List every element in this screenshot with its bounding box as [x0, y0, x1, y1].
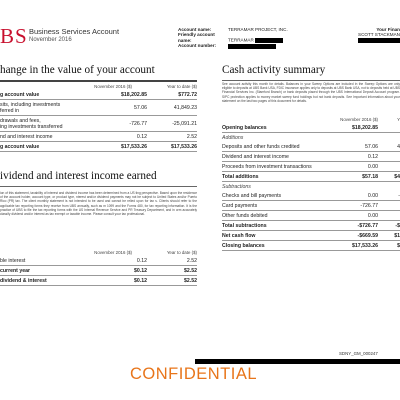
change-value-table — [0, 90, 197, 152]
table-row — [222, 182, 400, 192]
account-name-value: TERRAMAR PROJECT, INC. — [228, 27, 288, 32]
financial-advisor-info — [340, 27, 400, 43]
col-ytd: Year to date ($) — [166, 250, 197, 255]
table-row — [222, 241, 400, 251]
table-row — [222, 162, 400, 172]
row-month-value: 0.12 — [85, 256, 147, 266]
bank-logo: BS — [0, 24, 28, 48]
row-ytd-value: $2.52 — [147, 266, 197, 276]
cash-disclaimer: See account activity this month for details. Balances in your Sweep Options are included in the Sweep Options are only eligible to deposits at UBS Bank USA, FDIC insurance applies only to deposits at UBS Bank USA, not to deposits held at UBS Financial Services Inc. (Stamford Branch) or bank deposits placed through the UBS International Deposit Account program. SIPC protection applies to money market sweep fund holdings but not bank deposits. See Important information about your statement on the last two pages of this document for details. — [222, 82, 400, 103]
col-month: November 2016 ($) — [340, 117, 378, 122]
row-month-value: 0.00 — [328, 191, 378, 201]
row-ytd-value — [378, 201, 400, 211]
table-row — [0, 256, 197, 266]
row-label: Dividend and interest income — [222, 152, 328, 162]
row-ytd-value — [378, 211, 400, 221]
row-ytd-value: 2.52 — [147, 132, 197, 142]
fa-name: SCOTT STACKMAN — [358, 32, 400, 38]
row-label: Opening balances — [222, 123, 328, 133]
row-subheading: Additions — [222, 134, 244, 141]
row-month-value: -$726.77 — [328, 221, 378, 231]
row-month-value: 0.00 — [328, 211, 378, 221]
table-row — [222, 123, 400, 133]
row-label: Card payments — [222, 201, 328, 211]
row-label: sits, including investments ferred in — [0, 100, 85, 116]
row-ytd-value: -25,091.21 — [147, 116, 197, 132]
statement-date: November 2016 — [29, 37, 72, 43]
cash-activity-table — [222, 123, 400, 251]
table-row — [0, 90, 197, 100]
row-label: Total additions — [222, 172, 328, 182]
row-month-value: $0.12 — [85, 276, 147, 286]
row-ytd-value: $2.52 — [147, 276, 197, 286]
table-row — [222, 142, 400, 152]
row-month-value: 57.06 — [85, 100, 147, 116]
row-label: Checks and bill payments — [222, 191, 328, 201]
row-month-value: $17,533.26 — [328, 241, 378, 251]
row-month-value: -$669.59 — [328, 231, 378, 241]
change-value-title: hange in the value of your account — [0, 64, 155, 76]
row-month-value: 0.12 — [328, 152, 378, 162]
divider — [222, 80, 400, 81]
row-label: nd and interest income — [0, 132, 85, 142]
dividend-title: ividend and interest income earned — [0, 170, 157, 182]
friendly-name-label: Friendly account name: — [178, 32, 215, 43]
row-ytd-value: 41,849.23 — [147, 100, 197, 116]
account-number-label: Account number: — [178, 43, 217, 49]
table-row — [222, 152, 400, 162]
friendly-name-value: TERRAMAR — [228, 37, 254, 43]
table-row — [222, 191, 400, 201]
redaction-bar — [358, 38, 400, 43]
row-label: Proceeds from investment transactions — [222, 162, 328, 172]
row-month-value: 0.12 — [85, 132, 147, 142]
table-row — [222, 211, 400, 221]
row-subheading: Subtractions — [222, 183, 251, 190]
row-label: drawals and fees, ing investments transferred — [0, 116, 85, 132]
row-label: Closing balances — [222, 241, 328, 251]
redaction-bar — [195, 359, 400, 364]
col-ytd: Y — [397, 117, 400, 122]
row-ytd-value: $ — [378, 241, 400, 251]
row-label: ble interest — [0, 256, 85, 266]
redaction-bar — [228, 44, 276, 49]
row-month-value: $57.18 — [328, 172, 378, 182]
row-ytd-value: $4 — [378, 172, 400, 182]
divider — [0, 186, 197, 187]
table-row — [222, 221, 400, 231]
col-month: November 2016 ($) — [94, 84, 132, 89]
col-ytd: Year to date ($) — [166, 84, 197, 89]
row-label: current year — [0, 266, 85, 276]
row-label: g account value — [0, 90, 85, 100]
cash-activity-title: Cash activity summary — [222, 64, 326, 76]
row-label: Total subtractions — [222, 221, 328, 231]
statement-title: Business Services Account — [29, 27, 120, 36]
table-row — [0, 142, 197, 152]
bates-number: SDNY_GM_000247 — [339, 351, 378, 356]
row-month-value: $0.12 — [85, 266, 147, 276]
row-month-value: -726.77 — [85, 116, 147, 132]
row-label: dividend & interest — [0, 276, 85, 286]
row-month-value: $17,533.26 — [85, 142, 147, 152]
dividend-table — [0, 256, 197, 286]
table-row — [0, 276, 197, 286]
row-ytd-value: $1 — [378, 231, 400, 241]
row-ytd-value: 2.52 — [147, 256, 197, 266]
table-row — [222, 133, 400, 143]
row-ytd-value — [378, 123, 400, 133]
row-label: Other funds debited — [222, 211, 328, 221]
confidential-stamp: CONFIDENTIAL — [130, 365, 258, 383]
account-name-label: Account name: — [178, 27, 212, 32]
row-month-value: $18,202.85 — [85, 90, 147, 100]
row-ytd-value: $772.72 — [147, 90, 197, 100]
table-row — [0, 116, 197, 132]
row-label: Deposits and other funds credited — [222, 142, 328, 152]
dividend-disclaimer: ion of this statement, taxability of interest and dividend income has been determined from a US ting perspective. Based upon the residence of the account holder, account type, or product type, nterest and/or dividend payments may not be subject to United States and/or Puerto Rico (PR) tax. The client monthly statement is not intended to be used and cannot be relied upon for tax s. Clients should refer to the applicable tax reporting forms they receive from UBS annually, such as m 1099 and the Forms 480, for tax reporting information. It is the practice of UBS to file the tax reporting forms with the US Internal Revenue Service and PR Treasury Department, and in orm accurately classify dividend and/or interest as tax exempt or taxable income. Please consult your tax professional. — [0, 191, 197, 217]
row-ytd-value: $17,533.26 — [147, 142, 197, 152]
table-row — [222, 231, 400, 241]
table-row — [0, 266, 197, 276]
divider — [0, 80, 197, 82]
table-row — [222, 172, 400, 182]
row-ytd-value — [378, 162, 400, 172]
col-month: November 2016 ($) — [94, 250, 132, 255]
table-row — [0, 100, 197, 116]
table-row — [0, 132, 197, 142]
account-info — [178, 27, 288, 49]
row-ytd-value: -$ — [378, 221, 400, 231]
row-month-value: -726.77 — [328, 201, 378, 211]
row-month-value: 0.00 — [328, 162, 378, 172]
fa-label: Your Finan — [376, 27, 400, 32]
row-label: g account value — [0, 142, 85, 152]
row-label: Net cash flow — [222, 231, 328, 241]
row-month-value: $18,202.85 — [328, 123, 378, 133]
row-ytd-value — [378, 152, 400, 162]
row-ytd-value: 4 — [378, 142, 400, 152]
row-month-value: 57.06 — [328, 142, 378, 152]
table-row — [222, 201, 400, 211]
row-ytd-value: - — [378, 191, 400, 201]
